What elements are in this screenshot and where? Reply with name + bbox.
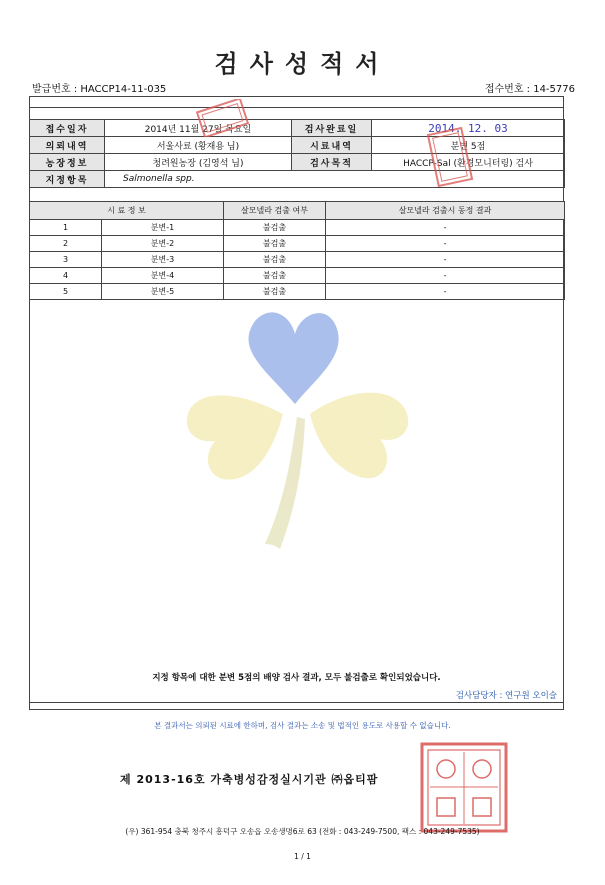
row-number: 3 bbox=[30, 252, 102, 268]
seal-stamp-left bbox=[195, 99, 250, 137]
info-row bbox=[30, 171, 565, 188]
institution-name: 제 2013-16호 가축병성감정실시기관 ㈜옵티팜 bbox=[120, 773, 379, 786]
client-label: 의뢰내역 bbox=[30, 137, 105, 154]
detection-result: 불검출 bbox=[224, 220, 326, 236]
received-date: 2014년 11월 27일 목요일 bbox=[105, 120, 292, 137]
detection-result: 불검출 bbox=[224, 268, 326, 284]
info-row bbox=[30, 137, 565, 154]
header-sample-info: 시 료 정 보 bbox=[30, 202, 224, 220]
identification-result: - bbox=[326, 236, 565, 252]
identification-result: - bbox=[326, 252, 565, 268]
inspector-name: 검사담당자 : 연구원 오이슬 bbox=[455, 691, 557, 701]
table-row bbox=[30, 236, 565, 252]
row-number: 1 bbox=[30, 220, 102, 236]
info-row bbox=[30, 154, 565, 171]
client: 서울사료 (황재용 님) bbox=[105, 137, 292, 154]
sample-table-header bbox=[30, 202, 565, 220]
identification-result: - bbox=[326, 220, 565, 236]
address-footer: (우) 361-954 충북 청주시 흥덕구 오송읍 오송생명6로 63 (전화 : 043-249-7500, 팩스 : 043-249-7535) bbox=[125, 827, 480, 836]
report-frame bbox=[29, 96, 564, 710]
conclusion-text: 지정 항목에 대한 분변 5점의 배양 검사 결과, 모두 불검출로 확인되었습니다. bbox=[152, 673, 441, 683]
row-number: 2 bbox=[30, 236, 102, 252]
identification-result: - bbox=[326, 284, 565, 300]
table-row bbox=[30, 268, 565, 284]
bottom-divider bbox=[30, 702, 563, 703]
farm-label: 농장정보 bbox=[30, 154, 105, 171]
header-detected: 살모넬라 검출 여부 bbox=[224, 202, 326, 220]
page-number: 1 / 1 bbox=[294, 852, 311, 861]
table-row bbox=[30, 220, 565, 236]
farm: 청려원농장 (김영석 님) bbox=[105, 154, 292, 171]
item-label: 지정항목 bbox=[30, 171, 105, 188]
sample-label: 시료내역 bbox=[292, 137, 372, 154]
sample-table bbox=[29, 201, 565, 300]
sample-name: 분변-4 bbox=[102, 268, 224, 284]
sample-info: 분변 5점 bbox=[372, 137, 565, 154]
purpose: HACCP-Sal (환경모니터링) 검사 bbox=[372, 154, 565, 171]
detection-result: 불검출 bbox=[224, 252, 326, 268]
table-row bbox=[30, 252, 565, 268]
receipt-number: 접수번호 : 14-5776 bbox=[484, 84, 575, 95]
sample-name: 분변-2 bbox=[102, 236, 224, 252]
received-date-label: 접수일자 bbox=[30, 120, 105, 137]
table-row bbox=[30, 284, 565, 300]
info-row bbox=[30, 120, 565, 137]
info-table bbox=[29, 119, 565, 188]
sample-name: 분변-1 bbox=[102, 220, 224, 236]
detection-result: 불검출 bbox=[224, 284, 326, 300]
sample-name: 분변-5 bbox=[102, 284, 224, 300]
frame-divider bbox=[30, 107, 563, 108]
detection-result: 불검출 bbox=[224, 236, 326, 252]
institution-seal bbox=[418, 740, 510, 835]
header-identification: 살모넬라 검출시 동정 결과 bbox=[326, 202, 565, 220]
seal-stamp-right bbox=[425, 127, 475, 187]
completion-date: 2014. 12. 03 bbox=[372, 120, 565, 137]
clover-watermark-logo bbox=[165, 309, 430, 569]
identification-result: - bbox=[326, 268, 565, 284]
purpose-label: 검사목적 bbox=[292, 154, 372, 171]
document-title: 검사성적서 bbox=[214, 50, 391, 78]
row-number: 5 bbox=[30, 284, 102, 300]
disclaimer-note: 본 결과서는 의뢰된 시료에 한하며, 검사 결과는 소송 및 법적인 용도로 사용할 수 없습니다. bbox=[154, 721, 451, 730]
row-number: 4 bbox=[30, 268, 102, 284]
designated-item: Salmonella spp. bbox=[105, 171, 565, 188]
completion-date-label: 검사완료일 bbox=[292, 120, 372, 137]
issue-number: 발급번호 : HACCP14-11-035 bbox=[32, 84, 167, 95]
sample-name: 분변-3 bbox=[102, 252, 224, 268]
